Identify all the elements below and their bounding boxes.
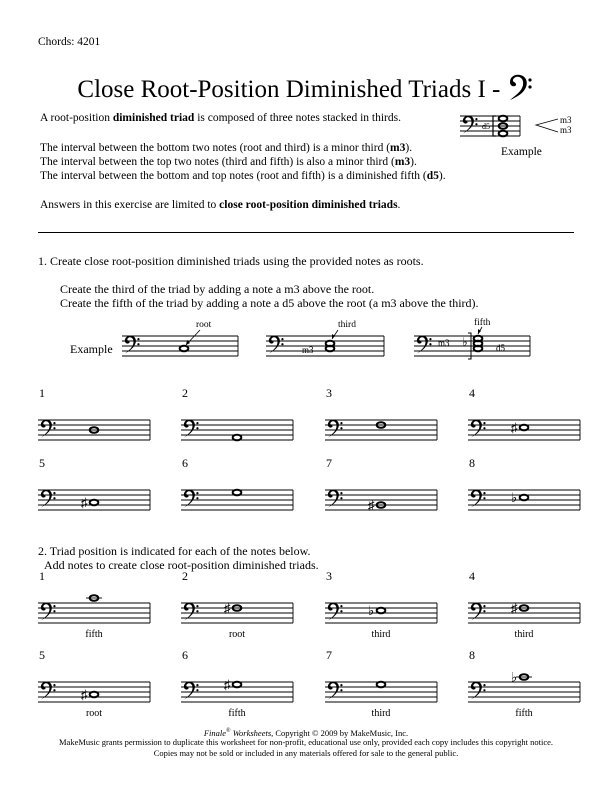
worksheet-id: Chords: 4201: [38, 36, 101, 48]
example-fifth-m3: m3: [438, 338, 450, 348]
s1-exercise-staff[interactable]: [468, 470, 584, 530]
side-example-lines: [460, 116, 520, 136]
sharp-icon: ♯: [81, 687, 88, 702]
triad-position-label: fifth: [515, 708, 533, 719]
example-third-root-note: [326, 346, 335, 352]
side-example-note-fifth: [499, 116, 508, 122]
s2-exercise-number: 1: [39, 569, 45, 583]
side-example-m3-top: m3: [560, 115, 572, 125]
whole-note: [90, 692, 99, 698]
example-staff-root: [122, 318, 242, 362]
triad-position-label: fifth: [85, 629, 103, 640]
example-fifth-root-note: [474, 346, 483, 352]
triad-position-label: root: [228, 629, 246, 640]
s1-exercise-staff[interactable]: [181, 470, 297, 530]
whole-note: [90, 500, 99, 506]
side-example-wedge: [536, 119, 558, 132]
example-fifth-d5: d5: [496, 343, 505, 353]
whole-note: [233, 682, 242, 688]
s1-exercise-number: 5: [39, 456, 45, 470]
page-title: [0, 73, 612, 105]
s2-exercise-number: 3: [326, 569, 332, 583]
s1-exercise-staff[interactable]: [468, 400, 584, 460]
intro-line-3: The interval between the top two notes (third and fifth) is also a minor third (m3).: [40, 156, 417, 168]
whole-note: [377, 608, 386, 614]
sharp-icon: ♯: [224, 677, 231, 692]
s2-exercise-number: 4: [469, 569, 475, 583]
intro-line-1: A root-position diminished triad is composed of three notes stacked in thirds.: [40, 112, 401, 124]
s1-exercise-staff[interactable]: [325, 400, 441, 460]
triad-position-label: third: [514, 629, 534, 640]
example-third-label: third: [338, 320, 356, 330]
side-example-caption: Example: [501, 146, 542, 158]
section1-step1: Create the third of the triad by adding a note a m3 above the root.: [60, 282, 375, 296]
s2-exercise-number: 8: [469, 648, 475, 662]
sharp-icon: ♯: [81, 495, 88, 510]
whole-note: [233, 435, 242, 441]
example-fifth-label: fifth: [474, 318, 491, 328]
triad-position-label: root: [85, 708, 103, 719]
sharp-icon: ♯: [511, 420, 518, 435]
intro-line-2: The interval between the bottom two notes (root and third) is a minor third (m3).: [40, 142, 413, 154]
s2-exercise-number: 5: [39, 648, 45, 662]
s1-exercise-number: 1: [39, 386, 45, 400]
example-third-m3: m3: [302, 345, 314, 355]
s1-exercise-staff[interactable]: [38, 400, 154, 460]
sharp-icon: ♯: [368, 497, 375, 513]
sharp-icon: ♯: [224, 600, 231, 616]
whole-note: [520, 425, 529, 431]
example-root-label: root: [196, 320, 212, 330]
intro-line-4: The interval between the bottom and top notes (root and fifth) is a diminished fifth (d5).: [40, 170, 446, 182]
flat-icon: ♭: [511, 490, 518, 505]
s1-exercise-staff[interactable]: [38, 470, 154, 530]
example-staff-third: [266, 318, 390, 362]
whole-note: [233, 490, 242, 496]
triad-position-label: third: [371, 708, 391, 719]
sharp-icon: ♯: [511, 600, 518, 616]
side-example-d5: d5: [482, 122, 490, 131]
page-title-text: Close Root-Position Diminished Triads I -: [77, 76, 507, 103]
flat-icon: ♭: [462, 335, 468, 349]
s1-exercise-number: 8: [469, 456, 475, 470]
side-example-note-root: [499, 131, 508, 137]
s1-exercise-number: 3: [326, 386, 332, 400]
section2-heading-line2: Add notes to create close root-position diminished triads.: [44, 558, 319, 572]
flat-icon: ♭: [368, 603, 375, 618]
s2-exercise-number: 6: [182, 648, 188, 662]
triad-position-label: fifth: [228, 708, 246, 719]
whole-note: [520, 495, 529, 501]
example-staff-fifth: [414, 316, 534, 362]
s2-exercise-number: 7: [326, 648, 332, 662]
s1-exercise-number: 6: [182, 456, 188, 470]
s1-exercise-staff[interactable]: [325, 470, 441, 530]
bass-clef-icon: [507, 73, 535, 101]
example-root-note: [180, 346, 189, 352]
intro-line-5: Answers in this exercise are limited to close root-position diminished triads.: [40, 199, 401, 211]
divider: [38, 232, 574, 233]
footer-permission: MakeMusic grants permission to duplicate this worksheet for non-profit, educational use only, provided each copy includes this copyright notice.: [59, 737, 553, 747]
s1-exercise-staff[interactable]: [181, 400, 297, 460]
side-example-m3-bottom: m3: [560, 125, 572, 135]
s1-exercise-number: 4: [469, 386, 475, 400]
triad-position-label: third: [371, 629, 391, 640]
section1-heading: 1. Create close root-position diminished triads using the provided notes as roots.: [38, 254, 424, 268]
flat-icon: ♭: [511, 669, 518, 685]
section2-heading-line1: 2. Triad position is indicated for each of the notes below.: [38, 544, 311, 558]
s2-exercise-number: 2: [182, 569, 188, 583]
footer-copyright: Finale® Worksheets, Copyright © 2009 by MakeMusic, Inc.: [203, 727, 409, 738]
footer-restriction: Copies may not be sold or included in any materials offered for sale to the general public.: [153, 748, 459, 758]
section1-step2: Create the fifth of the triad by adding a note a d5 above the root (a m3 above the third).: [60, 296, 479, 310]
s1-exercise-number: 7: [326, 456, 332, 470]
section1-example-label: Example: [70, 342, 113, 356]
whole-note: [377, 682, 386, 688]
s1-exercise-number: 2: [182, 386, 188, 400]
